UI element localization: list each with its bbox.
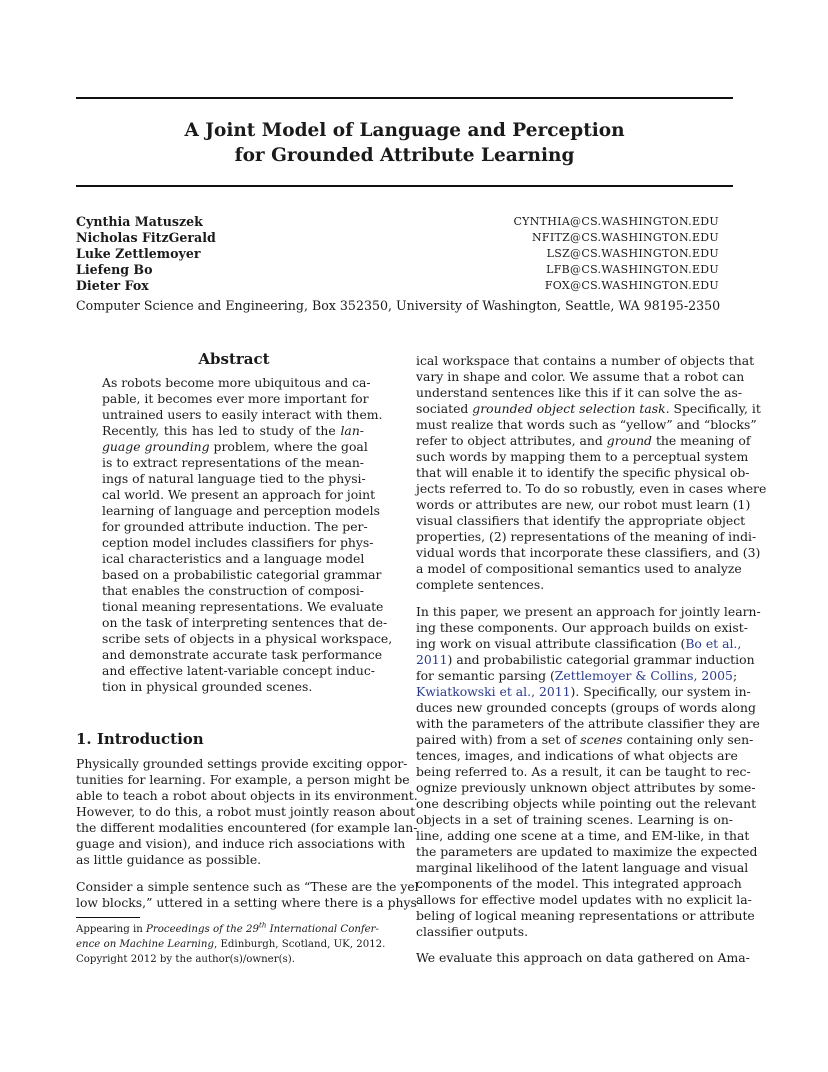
body-line: complete sentences. xyxy=(416,577,545,592)
right-paragraph-3 xyxy=(416,950,750,966)
author-name: Cynthia Matuszek xyxy=(76,214,203,229)
intro-line: tunities for learning. For example, a person might be xyxy=(76,772,410,787)
body-line: line, adding one scene at a time, and EM-like, in that xyxy=(416,828,750,843)
body-line: duces new grounded concepts (groups of words along xyxy=(416,700,756,715)
footnote-rule xyxy=(76,917,140,918)
body-line: Kwiatkowski et al., 2011). Specifically, our system in- xyxy=(416,684,751,699)
abstract-line: guage grounding problem, where the goal xyxy=(102,439,368,454)
title-bottom-rule xyxy=(76,185,733,187)
footnote-line: ence on Machine Learning, Edinburgh, Scotland, UK, 2012. xyxy=(76,939,386,950)
abstract-line: scribe sets of objects in a physical workspace, xyxy=(102,631,393,646)
right-paragraph-2 xyxy=(416,604,761,940)
top-rule xyxy=(76,97,733,99)
body-line: sociated grounded object selection task. Specifically, it xyxy=(416,401,761,416)
citation-link[interactable]: Zettlemoyer & Collins, 2005 xyxy=(554,668,733,683)
abstract-line: Recently, this has led to study of the lan- xyxy=(102,423,364,438)
abstract-line: and effective latent-variable concept induc- xyxy=(102,663,375,678)
footnote xyxy=(76,922,394,967)
body-line: components of the model. This integrated approach xyxy=(416,876,742,891)
body-line: paired with) from a set of scenes containing only sen- xyxy=(416,732,754,747)
abstract-line: pable, it becomes ever more important for xyxy=(102,391,369,406)
body-line: vary in shape and color. We assume that a robot can xyxy=(416,369,745,384)
intro-paragraph-2 xyxy=(76,879,423,911)
abstract-line: untrained users to easily interact with them. xyxy=(102,407,383,422)
footnote-line: Appearing in Proceedings of the 29th International Confer- xyxy=(76,921,379,935)
citation-link[interactable]: Kwiatkowski et al., 2011 xyxy=(416,684,571,699)
abstract-line: As robots become more ubiquitous and ca- xyxy=(102,375,371,390)
body-line: ing these components. Our approach builds on exist- xyxy=(416,620,748,635)
paper-title xyxy=(76,118,733,168)
abstract-line: on the task of interpreting sentences that de- xyxy=(102,615,388,630)
body-line: understand sentences like this if it can solve the as- xyxy=(416,385,743,400)
body-line: words or attributes are new, our robot must learn (1) xyxy=(416,497,751,512)
intro-line: as little guidance as possible. xyxy=(76,852,262,867)
author-email[interactable]: NFITZ@CS.WASHINGTON.EDU xyxy=(531,231,719,244)
citation-link[interactable]: Bo et al., xyxy=(685,636,742,651)
intro-line: Physically grounded settings provide exciting oppor- xyxy=(76,756,408,771)
author-email[interactable]: CYNTHIA@CS.WASHINGTON.EDU xyxy=(513,215,719,228)
author-email[interactable]: LSZ@CS.WASHINGTON.EDU xyxy=(546,247,719,260)
affiliation: Computer Science and Engineering, Box 352350, University of Washington, Seattle, WA 98195-2350 xyxy=(76,298,721,313)
author-email[interactable]: FOX@CS.WASHINGTON.EDU xyxy=(544,279,719,292)
body-line: ical workspace that contains a number of objects that xyxy=(416,353,755,368)
abstract-line: tion in physical grounded scenes. xyxy=(102,679,313,694)
author-name: Luke Zettlemoyer xyxy=(76,246,201,261)
body-line: one describing objects while pointing out the relevant xyxy=(416,796,757,811)
abstract-line: ical characteristics and a language model xyxy=(102,551,365,566)
author-row xyxy=(76,262,719,278)
abstract-line: is to extract representations of the mean- xyxy=(102,455,364,470)
body-line: jects referred to. To do so robustly, even in cases where xyxy=(416,481,767,496)
abstract-heading: Abstract xyxy=(198,350,270,368)
body-line: the parameters are updated to maximize the expected xyxy=(416,844,758,859)
title-line-1: A Joint Model of Language and Perception xyxy=(184,120,625,141)
body-line: properties, (2) representations of the meaning of indi- xyxy=(416,529,757,544)
abstract-line: tional meaning representations. We evaluate xyxy=(102,599,384,614)
author-name: Dieter Fox xyxy=(76,278,149,293)
author-name: Nicholas FitzGerald xyxy=(76,230,216,245)
body-line: tences, images, and indications of what objects are xyxy=(416,748,738,763)
abstract-line: learning of language and perception models xyxy=(102,503,380,518)
abstract-line: ception model includes classifiers for phys- xyxy=(102,535,374,550)
body-line: In this paper, we present an approach for jointly learn- xyxy=(416,604,761,619)
intro-line: low blocks,” uttered in a setting where there is a phys- xyxy=(76,895,422,910)
abstract-line: that enables the construction of composi- xyxy=(102,583,364,598)
body-line: with the parameters of the attribute classifier they are xyxy=(416,716,760,731)
title-line-2: for Grounded Attribute Learning xyxy=(234,145,575,166)
author-row xyxy=(76,230,719,246)
body-line: a model of compositional semantics used to analyze xyxy=(416,561,742,576)
intro-line: the different modalities encountered (for example lan- xyxy=(76,820,418,835)
body-line: ing work on visual attribute classification (Bo et al., xyxy=(416,636,742,651)
intro-line: However, to do this, a robot must jointly reason about xyxy=(76,804,416,819)
body-line: marginal likelihood of the latent language and visual xyxy=(416,860,749,875)
abstract-line: based on a probabilistic categorial grammar xyxy=(102,567,382,582)
abstract-line: cal world. We present an approach for joint xyxy=(102,487,376,502)
author-email[interactable]: LFB@CS.WASHINGTON.EDU xyxy=(546,263,719,276)
intro-line: guage and vision), and induce rich associations with xyxy=(76,836,406,851)
author-row xyxy=(76,246,719,262)
intro-line: able to teach a robot about objects in its environment. xyxy=(76,788,418,803)
section-heading: 1. Introduction xyxy=(76,730,204,748)
abstract-body xyxy=(102,375,393,695)
citation-link[interactable]: 2011 xyxy=(416,652,448,667)
author-row xyxy=(76,278,719,294)
abstract-line: ings of natural language tied to the physi- xyxy=(102,471,366,486)
body-line: visual classifiers that identify the appropriate object xyxy=(416,513,746,528)
body-line: vidual words that incorporate these classifiers, and (3) xyxy=(416,545,761,560)
intro-line: Consider a simple sentence such as “These are the yel- xyxy=(76,879,423,894)
body-line: that will enable it to identify the specific physical ob- xyxy=(416,465,750,480)
body-line: ognize previously unknown object attributes by some- xyxy=(416,780,756,795)
body-line: such words by mapping them to a perceptual system xyxy=(416,449,749,464)
body-line: for semantic parsing (Zettlemoyer & Collins, 2005; xyxy=(416,668,738,683)
body-line: allows for effective model updates with no explicit la- xyxy=(416,892,752,907)
body-line: We evaluate this approach on data gathered on Ama- xyxy=(416,950,750,965)
body-line: refer to object attributes, and ground the meaning of xyxy=(416,433,751,448)
abstract-line: for grounded attribute induction. The per- xyxy=(102,519,368,534)
body-line: beling of logical meaning representations or attribute xyxy=(416,908,755,923)
right-paragraph-1 xyxy=(416,353,767,593)
body-line: objects in a set of training scenes. Learning is on- xyxy=(416,812,733,827)
author-row xyxy=(76,214,719,230)
body-line: classifier outputs. xyxy=(416,924,529,939)
body-line: must realize that words such as “yellow” and “blocks” xyxy=(416,417,757,432)
intro-paragraph-1 xyxy=(76,756,418,868)
body-line: 2011) and probabilistic categorial grammar induction xyxy=(416,652,755,667)
body-line: being referred to. As a result, it can be taught to rec- xyxy=(416,764,751,779)
author-name: Liefeng Bo xyxy=(76,262,153,277)
abstract-line: and demonstrate accurate task performance xyxy=(102,647,383,662)
footnote-line: Copyright 2012 by the author(s)/owner(s). xyxy=(76,954,295,965)
